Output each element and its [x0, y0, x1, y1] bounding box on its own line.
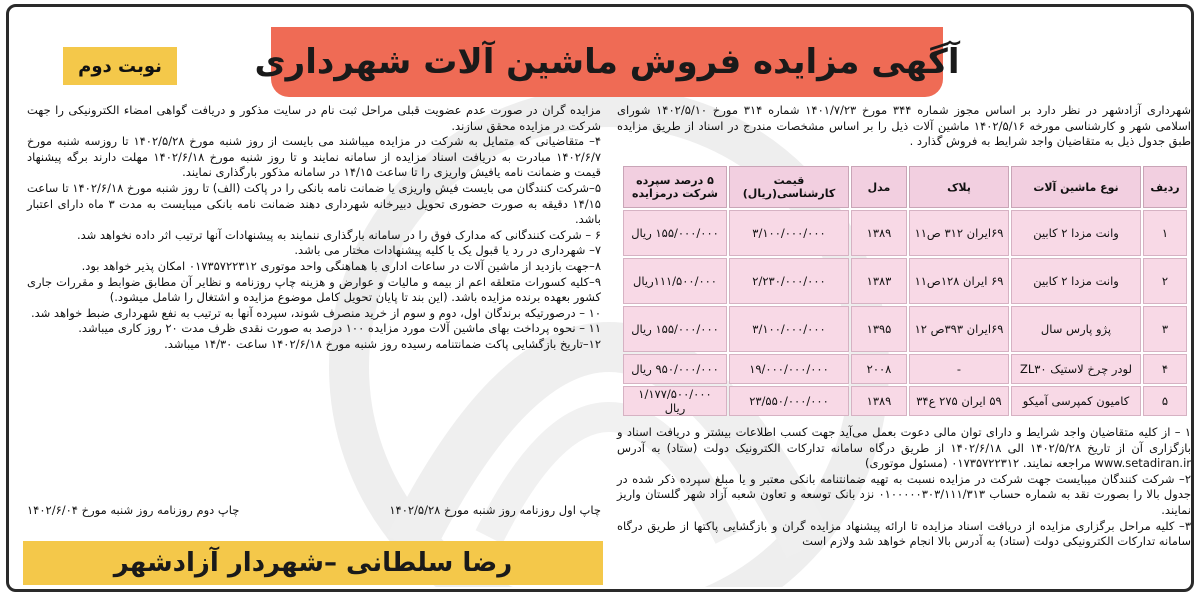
ad-frame: [6, 4, 1194, 592]
table-cell: لودر چرخ لاستیک ZL۳۰: [1011, 354, 1141, 384]
left-conditions: [27, 103, 601, 353]
table-row: [623, 306, 1187, 352]
condition-item: ۳– کلیه مراحل برگزاری مزایده از دریافت اسناد مزایده تا ارائه پیشنهاد مزایده گران و بازگشایی پاکتها از طریق درگاه سامانه تدارکات الکترونیکی دولت (ستاد) به آدرس بالا انجام خواهد شد ولازم است: [617, 518, 1191, 549]
print-dates: [27, 503, 601, 517]
table-cell: ۴: [1143, 354, 1187, 384]
table-cell: ۹۵۰/۰۰۰/۰۰۰ ریال: [623, 354, 727, 384]
table-row: [623, 258, 1187, 304]
table-cell: وانت مزدا ۲ کابین: [1011, 210, 1141, 256]
table-cell: ۱۳۸۹: [851, 386, 907, 416]
table-header-cell: نوع ماشین آلات: [1011, 166, 1141, 208]
print-first-date: چاپ اول روزنامه روز شنبه مورخ ۱۴۰۲/۵/۲۸: [389, 503, 601, 517]
table-header-cell: مدل: [851, 166, 907, 208]
table-header-cell: پلاک: [909, 166, 1009, 208]
table-cell: ۲/۲۳۰/۰۰۰/۰۰۰: [729, 258, 849, 304]
table-cell: ۶۹ ایران ۱۲۸ص۱۱: [909, 258, 1009, 304]
condition-item: ۱ – از کلیه متقاضیان واجد شرایط و دارای توان مالی دعوت بعمل می‌آید جهت کسب اطلاعات بیشتر و دریافت اسناد و بازگزاری آن از تاریخ ۱۴۰۲/۵/۲۸ الی ۱۴۰۲/۶/۱۸ از طریق درگاه سامانه تدارکات الکترونیک دولت (ستاد) به آدرس www.setadiran.ir مراجعه نمایند. ۰۱۷۳۵۷۲۲۳۱۲ (مسئول موتوری): [617, 425, 1191, 471]
condition-item: ۶ – شرکت کنندگانی که مدارک فوق را در سامانه بارگذاری ننمایند به پیشنهادات آنها ترتیب اثر داده نخواهد شد.: [76, 227, 601, 242]
print-second-date: چاپ دوم روزنامه روز شنبه مورخ ۱۴۰۲/۶/۰۴: [27, 503, 240, 517]
table-cell: ۱۳۹۵: [851, 306, 907, 352]
table-cell: ۱۳۸۳: [851, 258, 907, 304]
condition-item: ۷– شهرداری در رد یا قبول یک یا کلیه پیشنهادات مختار می باشد.: [294, 243, 601, 258]
table-cell: ۲: [1143, 258, 1187, 304]
page-title: آگهی مزایده فروش ماشین آلات شهرداری: [254, 42, 960, 82]
condition-item: ۱۱ – نحوه پرداخت بهای ماشین آلات مورد مزایده ۱۰۰ درصد به صورت نقدی ظرف مدت ۲۰ روز کاری میباشد.: [78, 321, 601, 336]
table-cell: کامیون کمپرسی آمیکو: [1011, 386, 1141, 416]
edition-badge: [63, 47, 177, 85]
table-cell: ۵۹ ایران ۲۷۵ ع۳۴: [909, 386, 1009, 416]
table-row: [623, 354, 1187, 384]
condition-item: مزایده گران در صورت عدم عضویت قبلی مراحل ثبت نام در سایت مذکور و دریافت گواهی امضاء الکترونیکی را جهت شرکت در مزایده محقق سازند.: [27, 103, 601, 133]
condition-item: ۲– شرکت کنندگان میبایست جهت شرکت در مزایده نسبت به تهیه ضمانتنامه بانکی معتبر و یا مبلغ سپرده ذکر شده در جدول بالا را بصورت نقد به شماره حساب ۰۱۰۰۰۰۰۳۰۳/۱۱۱/۳۱۳ نزد بانک توسعه و تعاون شعبه آزاد شهر گلستان واریز نمایند.: [617, 471, 1191, 517]
table-cell: ۱۹/۰۰۰/۰۰۰/۰۰۰: [729, 354, 849, 384]
table-cell: ۱۵۵/۰۰۰/۰۰۰ ریال: [623, 210, 727, 256]
lots-table: [621, 164, 1189, 418]
signature-bar: [23, 541, 603, 585]
intro-paragraph: [617, 103, 1191, 150]
table-header-cell: ۵ درصد سپرده شرکت درمزایده: [623, 166, 727, 208]
table-cell: وانت مزدا ۲ کابین: [1011, 258, 1141, 304]
table-row: [623, 386, 1187, 416]
condition-item: ۱۰ – درصورتیکه برندگان اول، دوم و سوم از خرید منصرف شوند، سپرده آنها به ترتیب به نفع شهرداری ضبط خواهد شد.: [30, 305, 601, 320]
edition-badge-label: نوبت دوم: [78, 55, 162, 77]
condition-item: ۹–کلیه کسورات متعلقه اعم از بیمه و مالیات و عوارض و هزینه چاپ روزنامه و نظایر آن مطابق ضوابط و مقررات جاری کشور بعهده برنده مزایده باشد. (این بند تا پایان تحویل کامل موضوع مزایده و اشتغال را شامل میشود.): [27, 274, 601, 305]
table-row: [623, 210, 1187, 256]
right-conditions: [617, 425, 1191, 550]
signature-text: رضا سلطانی –شهردار آزادشهر: [113, 548, 513, 578]
table-cell: ۱۳۸۹: [851, 210, 907, 256]
intro-text: شهرداری آزادشهر در نظر دارد بر اساس مجوز شماره ۳۴۴ مورخ ۱۴۰۱/۷/۲۳ شماره ۳۱۴ مورخ ۱۴۰۲/۵/۱۰ شورای اسلامی شهر و کارشناسی مورخه ۱۴۰۲/۵/۱۶ ماشین آلات ذیل را بر اساس مشخصات مندرج در اسناد از طریق مزایده طبق جدول ذیل به متقاضیان واجد شرایط به فروش گذارد .: [617, 103, 1192, 149]
table-cell: ۲۳/۵۵۰/۰۰۰/۰۰۰: [729, 386, 849, 416]
table-cell: ۱: [1143, 210, 1187, 256]
table-cell: ۳/۱۰۰/۰۰۰/۰۰۰: [729, 306, 849, 352]
title-banner: [254, 27, 960, 97]
condition-item: ۱۲–تاریخ بازگشایی پاکت ضمانتنامه رسیده روز شنبه مورخ ۱۴۰۲/۶/۱۸ ساعت ۱۴/۳۰ میباشد.: [164, 336, 601, 351]
table-cell: ۶۹ایران ۳۱۲ ص۱۱: [909, 210, 1009, 256]
table-cell: ۶۹ایران ۳۹۳ص ۱۲: [909, 306, 1009, 352]
table-header-cell: قیمت کارشناسی(ریال): [729, 166, 849, 208]
table-cell: ۳: [1143, 306, 1187, 352]
table-cell: ۳/۱۰۰/۰۰۰/۰۰۰: [729, 210, 849, 256]
table-header-row: [623, 166, 1187, 208]
condition-item: ۵–شرکت کنندگان می بایست فیش واریزی یا ضمانت نامه بانکی را در پاکت (الف) تا روز شنبه مورخ ۱۴۰۲/۶/۱۸ تا ساعت ۱۴/۱۵ دقیقه به صورت حضوری تحویل دبیرخانه شهرداری دهند ضمانت نامه بانکی میبایست به مدت ۳ ماه دارای اعتبار باشد.: [27, 180, 601, 227]
condition-item: ۸–جهت بازدید از ماشین آلات در ساعات اداری با هماهنگی واحد موتوری ۰۱۷۳۵۷۲۲۳۱۲ امکان پذیر خواهد بود.: [81, 258, 601, 273]
table-cell: ۱۵۵/۰۰۰/۰۰۰ ریال: [623, 306, 727, 352]
table-cell: ۵: [1143, 386, 1187, 416]
table-cell: -: [909, 354, 1009, 384]
table-cell: ۱۱۱/۵۰۰/۰۰۰ریال: [623, 258, 727, 304]
table-cell: ۲۰۰۸: [851, 354, 907, 384]
condition-item: ۴– متقاضیانی که متمایل به شرکت در مزایده میباشند می بایست از روز شنبه مورخ ۱۴۰۲/۵/۲۸ تا روزسه شنبه مورخ ۱۴۰۲/۶/۷ مبادرت به دریافت اسناد مزایده از سامانه نمایند و تا روز شنبه مورخ ۱۴۰۲/۶/۱۸ مهلت دارند برگه پیشنهاد قیمت و ضمانت نامه یافیش واریزی را تا ساعت ۱۴/۱۵ در سامانه مذکور بارگذاری نمایند.: [27, 134, 602, 180]
table-header-cell: ردیف: [1143, 166, 1187, 208]
table-cell: پژو پارس سال: [1011, 306, 1141, 352]
table-cell: ۱/۱۷۷/۵۰۰/۰۰۰ ریال: [623, 386, 727, 416]
